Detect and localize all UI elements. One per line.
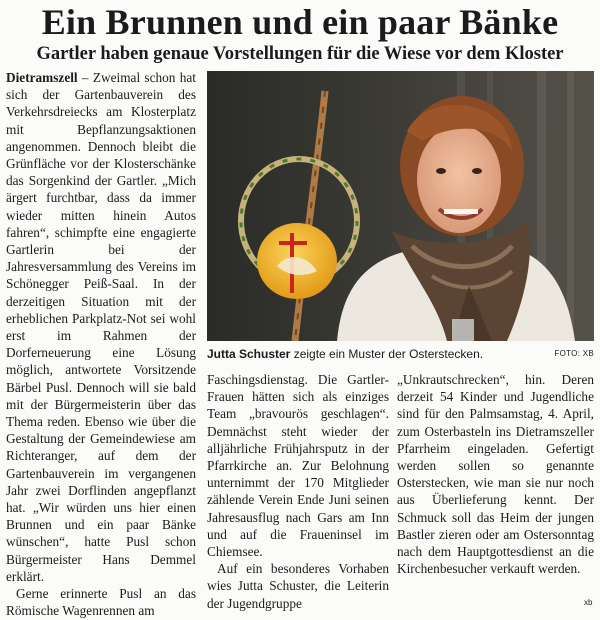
subheadline: Gartler haben genaue Vorstellungen für die Wiese vor dem Kloster xyxy=(36,44,564,64)
paragraph-1 xyxy=(6,69,196,585)
photo-credit: FOTO: XB xyxy=(554,349,594,358)
caption-text: zeigte ein Muster der Osterstecken. xyxy=(290,347,484,361)
paragraph-3: Faschingsdienstag. Die Gartler-Frauen hätten sich als einziges Team „bravourös geschlagen“. Demnächst steht wieder der alljährliche Frühjahrsputz in der Pfarrkirche an. Zur Belohnung unternimmt der 170 Mitglieder zählende Verein Ende Juni seinen Jahresausflug nach Gars am Inn und auf die Fraueninsel im Chiemsee. xyxy=(207,372,389,560)
column-2 xyxy=(207,371,389,612)
column-3 xyxy=(397,371,594,577)
photo-illustration xyxy=(207,71,594,341)
photo-caption xyxy=(207,344,594,364)
caption-name: Jutta Schuster xyxy=(207,347,291,361)
dateline: Dietramszell xyxy=(6,70,78,85)
painted-egg xyxy=(257,223,337,299)
dateline-dash: – xyxy=(77,70,93,85)
paragraph-2: Gerne erinnerte Pusl an das Römische Wagenrennen am xyxy=(6,586,196,619)
photo xyxy=(207,71,594,341)
paragraph-5: „Unkrautschrecken“, hin. Deren derzeit 54 Kinder und Jugendliche sind für den Palmsamstag, 4. April, zum Osterbasteln ins Dietramszeller Pfarrheim eingeladen. Gefertigt werden sollen so genannte Osterstecken, wie man sie nur noch aus Überlieferung kennt. Der Schmuck soll das Heim der jungen Bastler zieren oder am Ostersonntag nach dem Hauptgottesdienst an die Kirchenbesucher verkauft werden. xyxy=(397,372,594,577)
author-signature: xb xyxy=(584,598,593,607)
paragraph-1-text: Zweimal schon hat sich der Gartenbauverein des Verkehrsdreiecks am Klosterplatz mit Bepflanzungsaktionen angenommen. Dennoch bleibt die Grünfläche vor der Klosterschänke das Sorgenkind der Gartler. „Mich ärgert furchtbar, dass da immer wieder mitten hinein Autos fahren“, schimpfte eine engagierte Gartlerin bei der Jahresversammlung des Vereins im Schönegger Peiß-Saal. In der derzeitigen Situation mit der erheblichen Parkplatz-Not sei wohl erst im Rahmen der Dorferneuerung eine Lösung möglich, antwortete Vorsitzende Bärbel Pusl. Dennoch will sie bald mit der Bürgermeisterin über das Thema reden. Ebenso wie über die Gestaltung der Gemeindewiese am Richteranger, auf dem der Gartenbauverein im vergangenen Jahr zwei Dorflinden angepflanzt hat. „Wir würden uns hier einen Brunnen und ein paar Bänke wünschen“, hatte Pusl schon Bürgermeister Hans Demmel erklärt. xyxy=(6,70,196,584)
paragraph-4: Auf ein besonderes Vorhaben wies Jutta Schuster, die Leiterin der Jugendgruppe xyxy=(207,561,389,611)
headline: Ein Brunnen und ein paar Bänke xyxy=(41,2,559,42)
column-1 xyxy=(6,69,196,620)
